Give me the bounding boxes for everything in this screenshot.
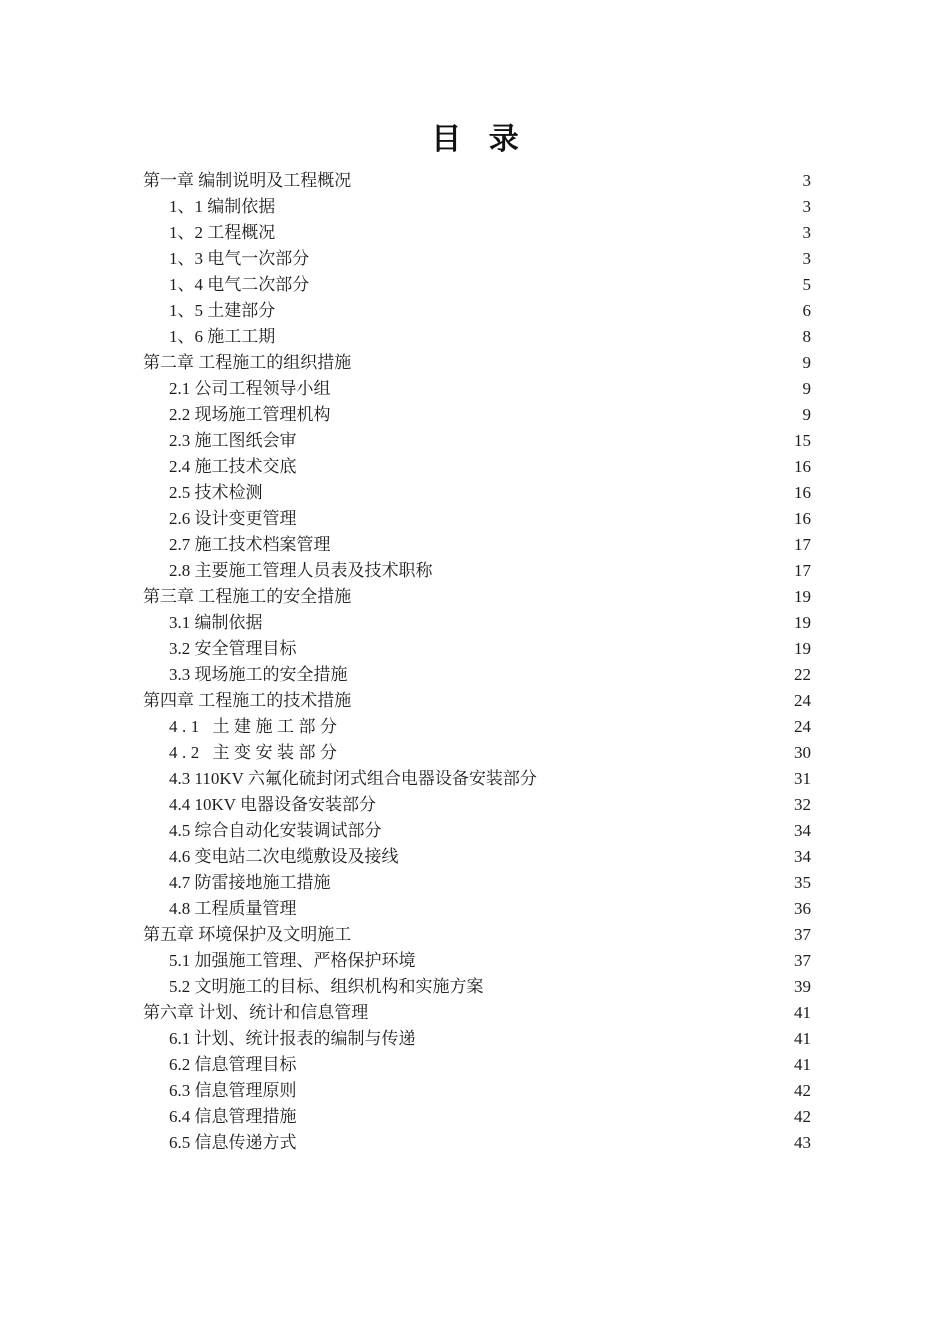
toc-entry-label: 4.7 防雷接地施工措施 xyxy=(169,873,331,892)
toc-entry-label: 4.8 工程质量管理 xyxy=(169,899,297,918)
toc-entry[interactable] xyxy=(143,220,811,246)
toc-leader-dots xyxy=(349,672,794,684)
toc-entry-page-number: 43 xyxy=(794,1133,811,1152)
toc-entry-page-number: 19 xyxy=(794,613,811,632)
toc-leader-dots xyxy=(352,932,793,944)
toc-entry-label: 4.6 变电站二次电缆敷设及接线 xyxy=(169,847,399,866)
toc-entry[interactable] xyxy=(143,480,811,506)
toc-entry-page-number: 16 xyxy=(794,483,811,502)
toc-leader-dots xyxy=(352,698,793,710)
toc-entry-label: 2.6 设计变更管理 xyxy=(169,509,297,528)
toc-entry-page-number: 36 xyxy=(794,899,811,918)
toc-leader-dots xyxy=(298,464,794,476)
toc-entry-page-number: 37 xyxy=(794,951,811,970)
toc-entry-label: 6.2 信息管理目标 xyxy=(169,1055,297,1074)
toc-entry[interactable] xyxy=(143,948,811,974)
toc-entry-label: 4.1 土建施工部分 xyxy=(169,717,342,736)
toc-entry-label: 6.4 信息管理措施 xyxy=(169,1107,297,1126)
toc-entry-label: 4.4 10KV 电器设备安装部分 xyxy=(169,795,376,814)
toc-entry-label: 6.5 信息传递方式 xyxy=(169,1133,297,1152)
toc-leader-dots xyxy=(298,1140,794,1152)
toc-entry-page-number: 41 xyxy=(794,1003,811,1022)
toc-entry[interactable] xyxy=(143,350,811,376)
toc-entry[interactable] xyxy=(143,246,811,272)
toc-entry[interactable] xyxy=(143,272,811,298)
toc-leader-dots xyxy=(369,1010,793,1022)
toc-entry[interactable] xyxy=(143,844,811,870)
toc-leader-dots xyxy=(276,308,800,320)
toc-entry[interactable] xyxy=(143,766,811,792)
toc-entry[interactable] xyxy=(143,454,811,480)
toc-leader-dots xyxy=(332,542,794,554)
toc-leader-dots xyxy=(310,256,800,268)
toc-leader-dots xyxy=(377,802,793,814)
page-title: 目 录 xyxy=(431,123,529,156)
toc-entry-page-number: 42 xyxy=(794,1081,811,1100)
toc-entry-page-number: 22 xyxy=(794,665,811,684)
toc-entry-page-number: 24 xyxy=(794,691,811,710)
toc-entry[interactable] xyxy=(143,922,811,948)
toc-entry[interactable] xyxy=(143,194,811,220)
toc-entry[interactable] xyxy=(143,1026,811,1052)
toc-entry-label: 第二章 工程施工的组织措施 xyxy=(143,353,352,372)
toc-entry-page-number: 41 xyxy=(794,1029,811,1048)
toc-entry-label: 1、3 电气一次部分 xyxy=(169,249,310,268)
toc-entry[interactable] xyxy=(143,1078,811,1104)
toc-entry-label: 3.3 现场施工的安全措施 xyxy=(169,665,348,684)
toc-entry-page-number: 42 xyxy=(794,1107,811,1126)
toc-entry-page-number: 9 xyxy=(802,353,811,372)
toc-entry-label: 6.1 计划、统计报表的编制与传递 xyxy=(169,1029,416,1048)
toc-entry-page-number: 16 xyxy=(794,457,811,476)
toc-leader-dots xyxy=(352,360,800,372)
toc-entry-label: 4.3 110KV 六氟化硫封闭式组合电器设备安装部分 xyxy=(169,769,537,788)
toc-entry-page-number: 32 xyxy=(794,795,811,814)
toc-entry-page-number: 37 xyxy=(794,925,811,944)
toc-entry[interactable] xyxy=(143,584,811,610)
toc-entry[interactable] xyxy=(143,168,811,194)
toc-entry-page-number: 35 xyxy=(794,873,811,892)
toc-entry[interactable] xyxy=(143,1130,811,1156)
toc-entry-label: 1、6 施工工期 xyxy=(169,327,276,346)
toc-leader-dots xyxy=(264,620,794,632)
toc-entry-page-number: 3 xyxy=(802,171,811,190)
toc-entry-page-number: 6 xyxy=(802,301,811,320)
toc-entry-label: 1、5 土建部分 xyxy=(169,301,276,320)
toc-entry-label: 4.2 主变安装部分 xyxy=(169,743,342,762)
table-of-contents xyxy=(143,168,811,1156)
toc-entry-label: 2.1 公司工程领导小组 xyxy=(169,379,331,398)
toc-entry[interactable] xyxy=(143,792,811,818)
toc-leader-dots xyxy=(538,776,793,788)
toc-entry-label: 5.2 文明施工的目标、组织机构和实施方案 xyxy=(169,977,484,996)
toc-entry-page-number: 15 xyxy=(794,431,811,450)
toc-entry[interactable] xyxy=(143,1000,811,1026)
toc-entry-label: 第五章 环境保护及文明施工 xyxy=(143,925,352,944)
toc-entry[interactable] xyxy=(143,896,811,922)
toc-entry-label: 3.2 安全管理目标 xyxy=(169,639,297,658)
toc-entry[interactable] xyxy=(143,818,811,844)
toc-leader-dots xyxy=(332,386,801,398)
toc-entry[interactable] xyxy=(143,1052,811,1078)
toc-leader-dots xyxy=(276,230,800,242)
toc-entry[interactable] xyxy=(143,298,811,324)
toc-leader-dots xyxy=(485,984,794,996)
toc-entry-page-number: 31 xyxy=(794,769,811,788)
toc-entry[interactable] xyxy=(143,610,811,636)
toc-entry-label: 第一章 编制说明及工程概况 xyxy=(143,171,352,190)
toc-leader-dots xyxy=(298,1062,794,1074)
toc-entry-label: 1、4 电气二次部分 xyxy=(169,275,310,294)
toc-entry-page-number: 9 xyxy=(802,379,811,398)
toc-entry-label: 2.5 技术检测 xyxy=(169,483,263,502)
toc-entry-label: 6.3 信息管理原则 xyxy=(169,1081,297,1100)
toc-entry-page-number: 19 xyxy=(794,587,811,606)
toc-entry-label: 第六章 计划、统计和信息管理 xyxy=(143,1003,369,1022)
toc-entry-page-number: 24 xyxy=(794,717,811,736)
toc-entry-page-number: 34 xyxy=(794,847,811,866)
toc-entry[interactable] xyxy=(143,428,811,454)
toc-entry-label: 2.2 现场施工管理机构 xyxy=(169,405,331,424)
toc-entry-label: 2.7 施工技术档案管理 xyxy=(169,535,331,554)
toc-entry-label: 1、1 编制依据 xyxy=(169,197,276,216)
toc-leader-dots xyxy=(434,568,794,580)
toc-entry[interactable] xyxy=(143,740,811,766)
toc-leader-dots xyxy=(332,880,794,892)
toc-entry-label: 1、2 工程概况 xyxy=(169,223,276,242)
toc-leader-dots xyxy=(298,1114,794,1126)
toc-entry[interactable] xyxy=(143,636,811,662)
toc-entry-label: 2.3 施工图纸会审 xyxy=(169,431,297,450)
toc-leader-dots xyxy=(276,204,800,216)
toc-leader-dots xyxy=(298,1088,794,1100)
toc-entry-label: 第四章 工程施工的技术措施 xyxy=(143,691,352,710)
toc-entry-label: 5.1 加强施工管理、严格保护环境 xyxy=(169,951,416,970)
toc-leader-dots xyxy=(343,750,794,762)
toc-entry-page-number: 8 xyxy=(802,327,811,346)
toc-entry-page-number: 17 xyxy=(794,561,811,580)
toc-leader-dots xyxy=(264,490,794,502)
toc-entry[interactable] xyxy=(143,324,811,350)
toc-entry-label: 2.8 主要施工管理人员表及技术职称 xyxy=(169,561,433,580)
toc-leader-dots xyxy=(276,334,800,346)
toc-entry-page-number: 30 xyxy=(794,743,811,762)
toc-leader-dots xyxy=(298,906,794,918)
toc-leader-dots xyxy=(352,594,793,606)
toc-entry-page-number: 34 xyxy=(794,821,811,840)
toc-leader-dots xyxy=(383,828,794,840)
toc-entry-label: 4.5 综合自动化安装调试部分 xyxy=(169,821,382,840)
toc-leader-dots xyxy=(298,646,794,658)
toc-leader-dots xyxy=(400,854,794,866)
toc-entry-page-number: 17 xyxy=(794,535,811,554)
toc-entry-page-number: 3 xyxy=(802,249,811,268)
toc-entry-page-number: 9 xyxy=(802,405,811,424)
toc-entry[interactable] xyxy=(143,402,811,428)
toc-entry[interactable] xyxy=(143,532,811,558)
toc-leader-dots xyxy=(332,412,801,424)
toc-entry-page-number: 5 xyxy=(802,275,811,294)
toc-entry[interactable] xyxy=(143,662,811,688)
toc-entry[interactable] xyxy=(143,688,811,714)
toc-entry-label: 3.1 编制依据 xyxy=(169,613,263,632)
toc-entry[interactable] xyxy=(143,506,811,532)
toc-entry-page-number: 3 xyxy=(802,197,811,216)
toc-entry[interactable] xyxy=(143,714,811,740)
toc-entry[interactable] xyxy=(143,558,811,584)
toc-entry[interactable] xyxy=(143,1104,811,1130)
toc-entry-page-number: 39 xyxy=(794,977,811,996)
toc-leader-dots xyxy=(343,724,794,736)
toc-entry-page-number: 3 xyxy=(802,223,811,242)
toc-leader-dots xyxy=(352,178,800,190)
toc-entry[interactable] xyxy=(143,974,811,1000)
toc-entry-label: 第三章 工程施工的安全措施 xyxy=(143,587,352,606)
toc-entry-page-number: 41 xyxy=(794,1055,811,1074)
toc-entry-label: 2.4 施工技术交底 xyxy=(169,457,297,476)
toc-leader-dots xyxy=(298,438,794,450)
toc-entry-page-number: 16 xyxy=(794,509,811,528)
toc-entry[interactable] xyxy=(143,376,811,402)
toc-leader-dots xyxy=(417,1036,794,1048)
toc-entry-page-number: 19 xyxy=(794,639,811,658)
toc-leader-dots xyxy=(310,282,800,294)
toc-leader-dots xyxy=(298,516,794,528)
toc-leader-dots xyxy=(417,958,794,970)
toc-entry[interactable] xyxy=(143,870,811,896)
